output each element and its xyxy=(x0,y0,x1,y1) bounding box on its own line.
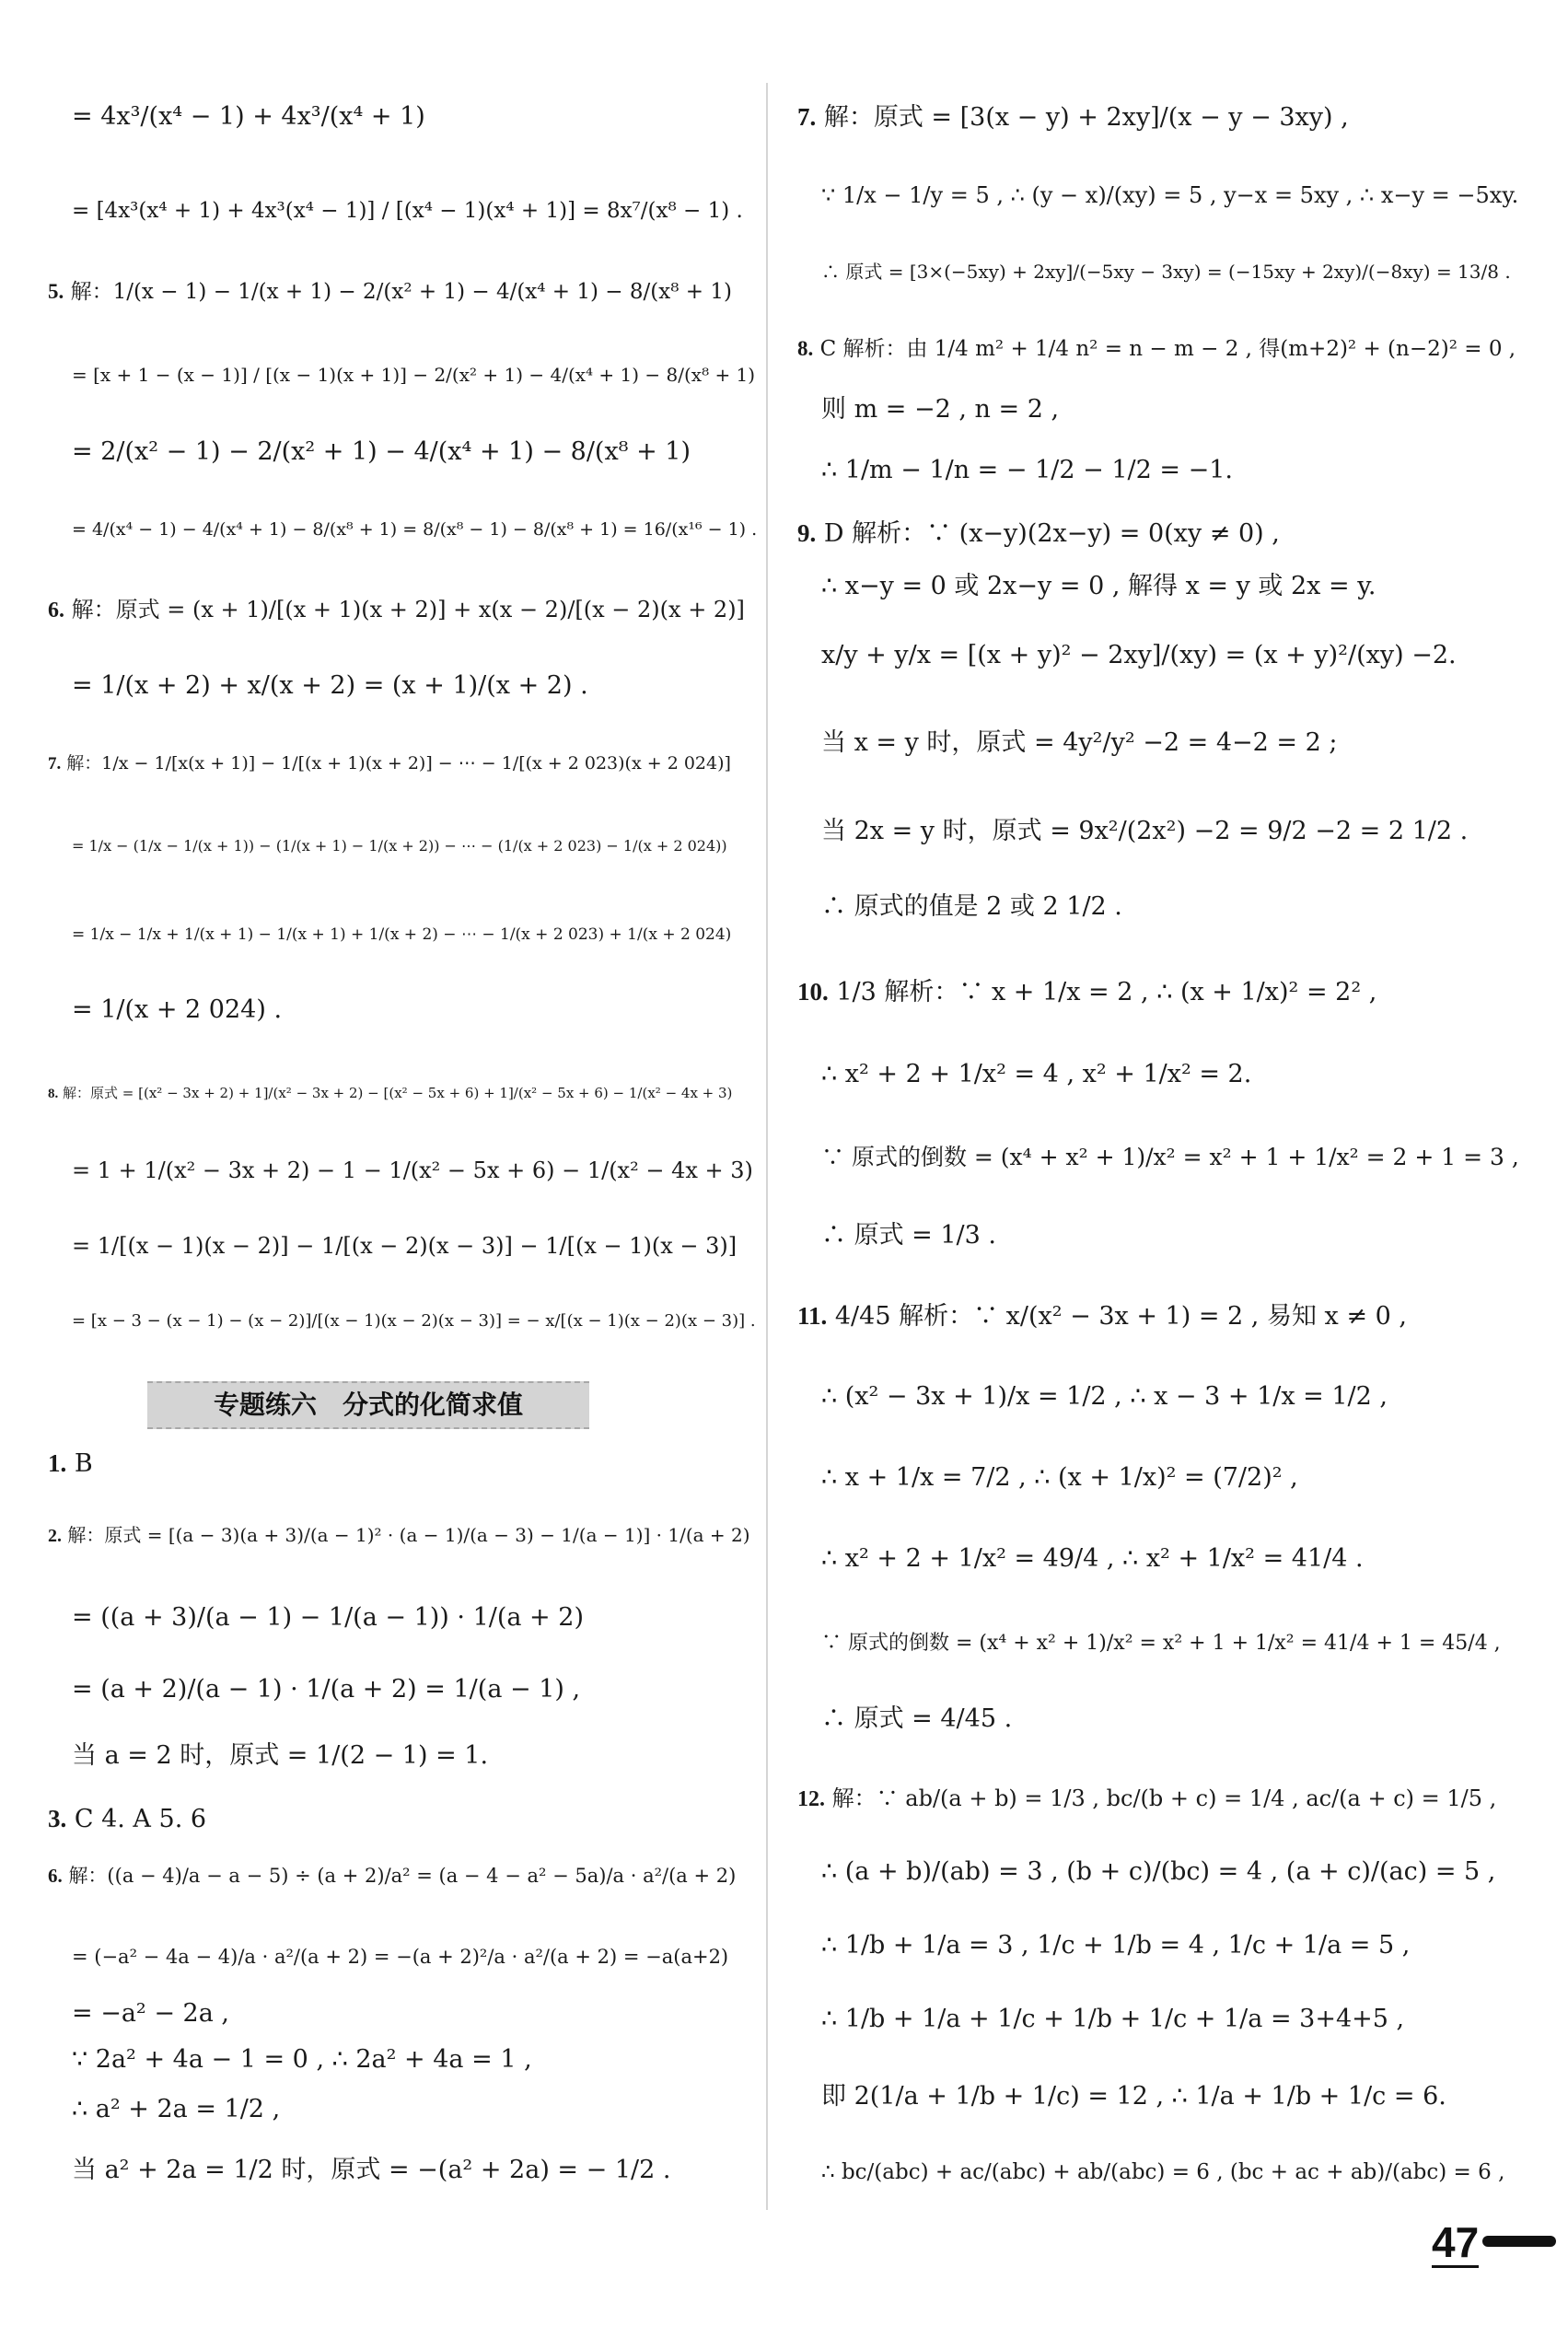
solution-text: 解：1/x − 1/[x(x + 1)] − 1/[(x + 1)(x + 2)] − ⋯ − 1/[(x + 2 023)(x + 2 024)] xyxy=(66,753,731,773)
solution-line xyxy=(821,816,1468,847)
solution-line xyxy=(821,2004,1404,2035)
solution-text: D 解析：∵ (x−y)(2x−y) = 0(xy ≠ 0) , xyxy=(823,519,1280,548)
solution-text: ∴ 原式 = 4/45 . xyxy=(821,1704,1013,1733)
problem-number: 2. xyxy=(48,1526,62,1546)
solution-text: ∴ x + 1/x = 7/2 , ∴ (x + 1/x)² = (7/2)² , xyxy=(821,1463,1298,1492)
solution-text: = 1/[(x − 1)(x − 2)] − 1/[(x − 2)(x − 3)] − 1/[(x − 1)(x − 3)] xyxy=(72,1233,738,1259)
solution-text: ∴ 1/m − 1/n = − 1/2 − 1/2 = −1. xyxy=(821,456,1233,484)
solution-text: B xyxy=(74,1449,93,1478)
solution-text: 1/3 解析：∵ x + 1/x = 2 , ∴ (x + 1/x)² = 2² , xyxy=(836,978,1377,1006)
solution-text: = (−a² − 4a − 4)/a · a²/(a + 2) = −(a + 2)²/a · a²/(a + 2) = −a(a+2) xyxy=(72,1946,729,1968)
solution-text: = 1/(x + 2) + x/(x + 2) = (x + 1)/(x + 2) . xyxy=(72,671,588,700)
solution-text: = 4/(x⁴ − 1) − 4/(x⁴ + 1) − 8/(x⁸ + 1) = 8/(x⁸ − 1) − 8/(x⁸ + 1) = 16/(x¹⁶ − 1) . xyxy=(72,519,758,540)
solution-text: 当 a = 2 时，原式 = 1/(2 − 1) = 1. xyxy=(72,1741,489,1770)
solution-text: 解：原式 = [3(x − y) + 2xy]/(x − y − 3xy) , xyxy=(823,103,1349,132)
solution-line xyxy=(821,1220,996,1251)
solution-line xyxy=(72,195,743,227)
solution-line xyxy=(72,831,727,862)
solution-line xyxy=(821,727,1337,759)
solution-line xyxy=(72,1941,728,1972)
solution-text: 当 2x = y 时，原式 = 9x²/(2x²) −2 = 9/2 −2 = 2 1/2 . xyxy=(821,817,1469,845)
solution-line xyxy=(72,670,588,702)
solution-line xyxy=(72,1740,488,1772)
solution-text: ∴ 原式的值是 2 或 2 1/2 . xyxy=(821,892,1122,921)
solution-line xyxy=(72,2044,532,2076)
solution-line xyxy=(821,1462,1298,1494)
solution-text: = 1/x − 1/x + 1/(x + 1) − 1/(x + 1) + 1/(x + 2) − ⋯ − 1/(x + 2 023) + 1/(x + 2 024) xyxy=(72,925,732,944)
solution-text: = 4x³/(x⁴ − 1) + 4x³/(x⁴ + 1) xyxy=(72,102,425,131)
problem-number: 5. xyxy=(48,280,64,303)
solution-text: 解：原式 = [(a − 3)(a + 3)/(a − 1)² · (a − 1)/(a − 3) − 1/(a − 1)] · 1/(a + 2) xyxy=(67,1524,750,1546)
solution-line xyxy=(821,1059,1251,1090)
solution-text: 则 m = −2 , n = 2 , xyxy=(821,395,1060,424)
solution-text: 解：1/(x − 1) − 1/(x + 1) − 2/(x² + 1) − 4/(x⁴ + 1) − 8/(x⁸ + 1) xyxy=(70,280,732,304)
solution-text: C 解析：由 1/4 m² + 1/4 n² = n − m − 2 , 得(m+2)² + (n−2)² = 0 , xyxy=(819,337,1516,361)
solution-line xyxy=(797,101,1349,133)
solution-line xyxy=(821,394,1059,425)
solution-text: = [4x³(x⁴ + 1) + 4x³(x⁴ − 1)] / [(x⁴ − 1)(x⁴ + 1)] = 8x⁷/(x⁸ − 1) . xyxy=(72,199,743,223)
solution-line xyxy=(821,1856,1495,1888)
solution-text: ∵ 原式的倒数 = (x⁴ + x² + 1)/x² = x² + 1 + 1/x² = 2 + 1 = 3 , xyxy=(821,1144,1519,1170)
solution-text: ∵ 1/x − 1/y = 5 , ∴ (y − x)/(xy) = 5 , y−x = 5xy , ∴ x−y = −5xy. xyxy=(821,182,1519,208)
solution-line xyxy=(821,1930,1410,1961)
column-divider xyxy=(766,83,768,2210)
problem-number: 8. xyxy=(797,337,814,360)
solution-line xyxy=(48,748,731,779)
solution-line xyxy=(797,1300,1407,1332)
solution-text: 解：∵ ab/(a + b) = 1/3 , bc/(b + c) = 1/4 , ac/(a + c) = 1/5 , xyxy=(831,1785,1497,1811)
solution-line xyxy=(797,1783,1496,1814)
solution-line xyxy=(821,2157,1504,2188)
solution-line xyxy=(72,101,425,133)
solution-line xyxy=(48,1860,736,1891)
problem-number: 10. xyxy=(797,978,829,1006)
solution-text: 解：((a − 4)/a − a − 5) ÷ (a + 2)/a² = (a − 4 − a² − 5a)/a · a²/(a + 2) xyxy=(68,1865,737,1887)
solution-line xyxy=(797,976,1376,1007)
solution-line xyxy=(72,2094,280,2125)
solution-line xyxy=(72,994,282,1026)
solution-line xyxy=(821,1704,1012,1735)
solution-line xyxy=(821,640,1457,671)
problem-number: 1. xyxy=(48,1449,67,1477)
solution-text: ∵ 原式的倒数 = (x⁴ + x² + 1)/x² = x² + 1 + 1/x² = 41/4 + 1 = 45/4 , xyxy=(821,1632,1501,1655)
solution-text: ∴ x² + 2 + 1/x² = 4 , x² + 1/x² = 2. xyxy=(821,1060,1252,1088)
solution-line xyxy=(797,518,1280,549)
solution-text: = [x + 1 − (x − 1)] / [(x − 1)(x + 1)] − 2/(x² + 1) − 4/(x⁴ + 1) − 8/(x⁸ + 1) xyxy=(72,364,756,386)
solution-line xyxy=(48,1519,750,1551)
solution-text: ∴ 1/b + 1/a = 3 , 1/c + 1/b = 4 , 1/c + 1/a = 5 , xyxy=(821,1931,1411,1960)
solution-text: 当 a² + 2a = 1/2 时，原式 = −(a² + 2a) = − 1/2 . xyxy=(72,2156,671,2184)
solution-text: 当 x = y 时，原式 = 4y²/y² −2 = 4−2 = 2 ; xyxy=(821,728,1338,757)
solution-line xyxy=(821,1142,1519,1173)
page-number: 47 xyxy=(1432,2218,1480,2266)
solution-text: ∴ 原式 = 1/3 . xyxy=(821,1221,996,1250)
solution-text: = 1/x − (1/x − 1/(x + 1)) − (1/(x + 1) − 1/(x + 2)) − ⋯ − (1/(x + 2 023) − 1/(x + 2 024)) xyxy=(72,837,727,855)
problem-number: 7. xyxy=(48,754,62,773)
solution-text: ∴ bc/(abc) + ac/(abc) + ab/(abc) = 6 , (bc + ac + ab)/(abc) = 6 , xyxy=(821,2160,1505,2184)
solution-text: ∴ x² + 2 + 1/x² = 49/4 , ∴ x² + 1/x² = 41/4 . xyxy=(821,1544,1364,1573)
solution-line xyxy=(72,514,757,545)
solution-text: = ((a + 3)/(a − 1) − 1/(a − 1)) · 1/(a + 2) xyxy=(72,1603,584,1632)
solution-text: ∴ (x² − 3x + 1)/x = 1/2 , ∴ x − 3 + 1/x = 1/2 , xyxy=(821,1382,1388,1411)
solution-text: = 2/(x² − 1) − 2/(x² + 1) − 4/(x⁴ + 1) − 8/(x⁸ + 1) xyxy=(72,437,691,466)
solution-text: = −a² − 2a , xyxy=(72,1999,229,2028)
solution-line xyxy=(72,436,691,468)
solution-line xyxy=(48,1803,206,1834)
page-number-bar xyxy=(1482,2236,1556,2247)
solution-line xyxy=(72,1155,753,1186)
solution-text: = 1 + 1/(x² − 3x + 2) − 1 − 1/(x² − 5x + 6) − 1/(x² − 4x + 3) xyxy=(72,1157,753,1183)
solution-line xyxy=(821,455,1233,486)
problem-number: 6. xyxy=(48,1865,63,1887)
solution-text: 即 2(1/a + 1/b + 1/c) = 12 , ∴ 1/a + 1/b + 1/c = 6. xyxy=(821,2082,1446,2111)
solution-line xyxy=(48,594,745,625)
solution-text: ∵ 2a² + 4a − 1 = 0 , ∴ 2a² + 4a = 1 , xyxy=(72,2045,532,2074)
solution-line xyxy=(72,1998,229,2029)
solution-line xyxy=(72,2155,670,2186)
solution-text: ∴ 1/b + 1/a + 1/c + 1/b + 1/c + 1/a = 3+4+5 , xyxy=(821,2005,1405,2033)
solution-text: ∴ (a + b)/(ab) = 3 , (b + c)/(bc) = 4 , (a + c)/(ac) = 5 , xyxy=(821,1857,1496,1886)
solution-line xyxy=(72,1306,756,1337)
problem-number: 12. xyxy=(797,1787,825,1811)
solution-text: C 4. A 5. 6 xyxy=(74,1805,207,1833)
solution-line xyxy=(72,1674,580,1705)
solution-text: = (a + 2)/(a − 1) · 1/(a + 2) = 1/(a − 1) , xyxy=(72,1675,581,1704)
problem-number: 11. xyxy=(797,1302,828,1330)
solution-line xyxy=(821,571,1376,602)
solution-line xyxy=(821,1543,1364,1575)
solution-line xyxy=(821,180,1518,211)
solution-line xyxy=(72,359,755,390)
solution-line xyxy=(48,1448,93,1479)
solution-text: ∴ a² + 2a = 1/2 , xyxy=(72,2095,281,2123)
solution-line xyxy=(48,1077,732,1109)
solution-line xyxy=(821,2081,1446,2112)
solution-line xyxy=(821,1381,1388,1413)
problem-number: 6. xyxy=(48,599,64,622)
problem-number: 9. xyxy=(797,519,817,547)
section-title: 专题练六 分式的化简求值 xyxy=(147,1381,589,1429)
problem-number: 3. xyxy=(48,1805,67,1832)
problem-number: 7. xyxy=(797,103,817,131)
solution-line xyxy=(821,891,1122,923)
solution-text: x/y + y/x = [(x + y)² − 2xy]/(xy) = (x + y)²/(xy) −2. xyxy=(821,641,1457,669)
solution-line xyxy=(72,1230,737,1262)
problem-number: 8. xyxy=(48,1087,59,1101)
solution-text: ∴ 原式 = [3×(−5xy) + 2xy]/(−5xy − 3xy) = (−15xy + 2xy)/(−8xy) = 13/8 . xyxy=(821,261,1511,283)
solution-text: = [x − 3 − (x − 1) − (x − 2)]/[(x − 1)(x − 2)(x − 3)] = − x/[(x − 1)(x − 2)(x − 3)] . xyxy=(72,1311,756,1331)
solution-line xyxy=(72,1602,584,1634)
solution-line xyxy=(821,256,1511,287)
solution-text: 4/45 解析：∵ x/(x² − 3x + 1) = 2 , 易知 x ≠ 0 , xyxy=(834,1302,1407,1331)
solution-line xyxy=(797,333,1516,365)
solution-text: = 1/(x + 2 024) . xyxy=(72,995,283,1024)
solution-line xyxy=(72,919,731,950)
solution-line xyxy=(821,1628,1501,1659)
solution-line xyxy=(48,276,732,308)
solution-text: 解：原式 = [(x² − 3x + 2) + 1]/(x² − 3x + 2) − [(x² − 5x + 6) + 1]/(x² − 5x + 6) − 1/(x² − 4x + 3) xyxy=(63,1085,733,1101)
solution-text: 解：原式 = (x + 1)/[(x + 1)(x + 2)] + x(x − 2)/[(x − 2)(x + 2)] xyxy=(71,597,745,622)
solution-text: ∴ x−y = 0 或 2x−y = 0 , 解得 x = y 或 2x = y. xyxy=(821,572,1376,600)
